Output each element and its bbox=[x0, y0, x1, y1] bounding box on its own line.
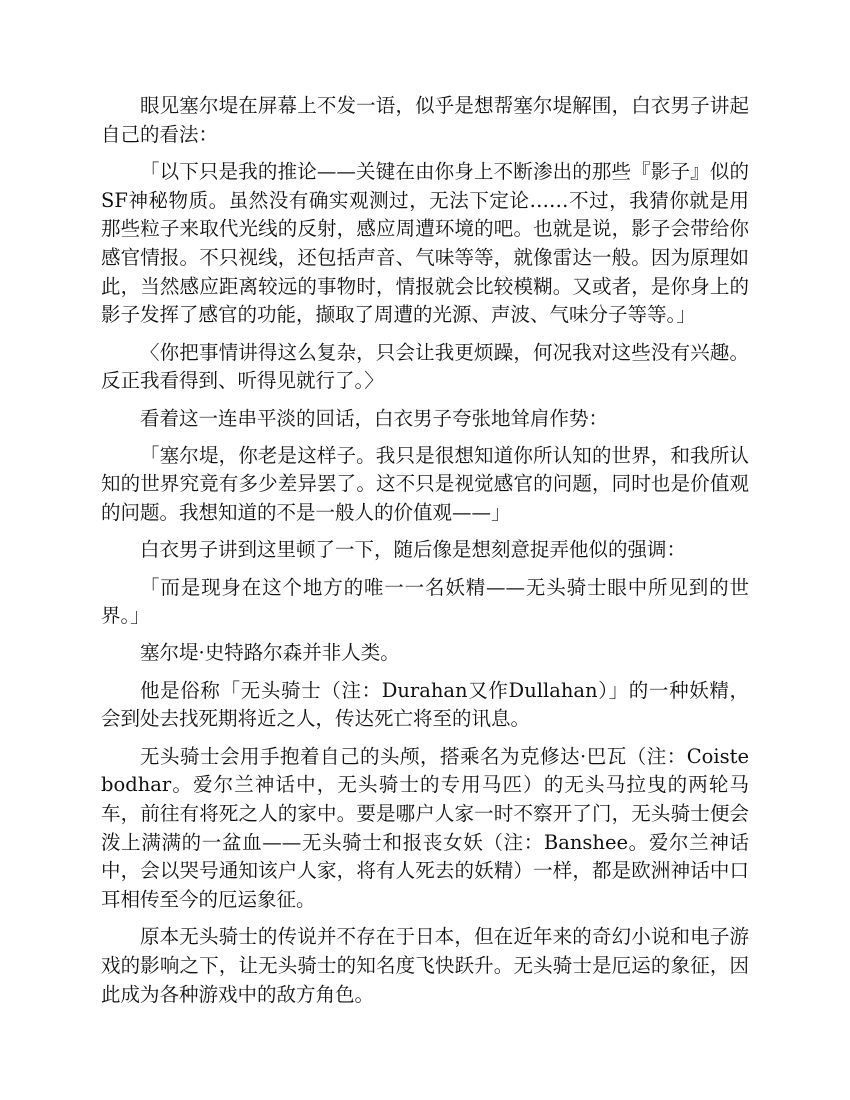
paragraph: 原本无头骑士的传说并不存在于日本，但在近年来的奇幻小说和电子游戏的影响之下，让无头骑士的知名度飞快跃升。无头骑士是厄运的象征，因此成为各种游戏中的敌方角色。 bbox=[101, 925, 749, 1006]
paragraph: 塞尔堤·史特路尔森并非人类。 bbox=[140, 641, 400, 665]
document-page bbox=[101, 92, 749, 1018]
paragraph: 「而是现身在这个地方的唯一一名妖精——无头骑士眼中所见到的世界。」 bbox=[101, 575, 749, 628]
paragraph: 无头骑士会用手抱着自己的头颅，搭乘名为克修达·巴瓦（注：Coiste bodhar。爱尔兰神话中，无头骑士的专用马匹）的无头马拉曳的两轮马车，前往有将死之人的家中。要是哪户人家一时不察开了门，无头骑士便会泼上满满的一盆血——无头骑士和报丧女妖（注：Banshee。爱尔兰神话中，会以哭号通知该户人家，将有人死去的妖精）一样，都是欧洲神话中口耳相传至今的厄运象征。 bbox=[101, 744, 749, 912]
paragraph: 「以下只是我的推论——关键在由你身上不断渗出的那些『影子』似的SF神秘物质。虽然没有确实观测过，无法下定论……不过，我猜你就是用那些粒子来取代光线的反射，感应周遭环境的吧。也就是说，影子会带给你感官情报。不只视线，还包括声音、气味等等，就像雷达一般。因为原理如此，当然感应距离较远的事物时，情报就会比较模糊。又或者，是你身上的影子发挥了感官的功能，撷取了周遭的光源、声波、气味分子等等。」 bbox=[101, 159, 749, 327]
paragraph: 白衣男子讲到这里顿了一下，随后像是想刻意捉弄他似的强调： bbox=[140, 538, 687, 562]
paragraph: 眼见塞尔堤在屏幕上不发一语，似乎是想帮塞尔堤解围，白衣男子讲起自己的看法： bbox=[101, 94, 749, 146]
paragraph: 〈你把事情讲得这么复杂，只会让我更烦躁，何况我对这些没有兴趣。反正我看得到、听得见就行了。〉 bbox=[101, 340, 749, 393]
paragraph: 他是俗称「无头骑士（注：Durahan又作Dullahan）」的一种妖精，会到处去找死期将近之人，传达死亡将至的讯息。 bbox=[101, 678, 749, 731]
paragraph: 「塞尔堤，你老是这样子。我只是很想知道你所认知的世界，和我所认知的世界究竟有多少差异罢了。这不只是视觉感官的问题，同时也是价值观的问题。我想知道的不是一般人的价值观——」 bbox=[101, 443, 749, 525]
paragraph: 看着这一连串平淡的回话，白衣男子夸张地耸肩作势： bbox=[140, 406, 609, 430]
